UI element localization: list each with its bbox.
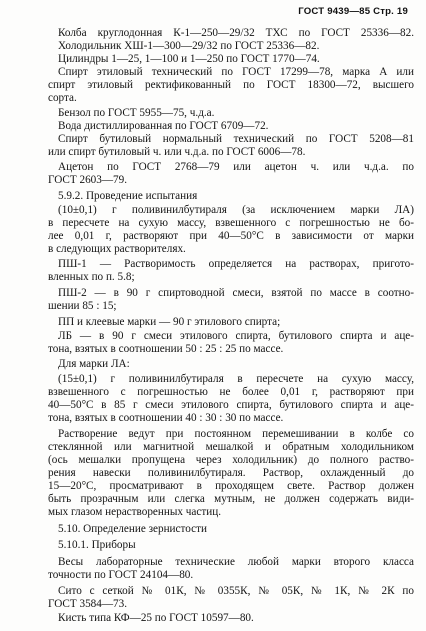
text-line: ГОСТ 3584—73. (48, 598, 128, 610)
text-line: Весы лабораторные технические любой марки второго класса (58, 556, 414, 568)
text-line: (10±0,1) г поливинилбутираля (за исключением марки ЛА) (58, 204, 414, 216)
text-line: ПП и клеевые марки — 90 г этилового спирта; (58, 316, 281, 328)
text-line: быть прозрачным или слегка мутным, не должен содержать види- (48, 493, 414, 505)
text-line: в пересчете на сухую массу, взвешенного с погрешностью не бо- (48, 217, 414, 229)
text-line: ЛБ — в 90 г смеси этилового спирта, бутилового спирта и аце- (58, 330, 414, 342)
text-line: Сито с сеткой № 01К, № 0355К, № 05К, № 1К, № 2К по (58, 585, 414, 597)
text-line: стеклянной или магнитной мешалкой и обратным холодильником (48, 441, 414, 453)
text-line: ПШ-2 — в 90 г спиртоводной смеси, взятой по массе в соотно- (58, 287, 414, 299)
text-line: лее 0,01 г, растворяют при 40—50°С в зависимости от марки (48, 230, 414, 242)
text-line: вленных по п. 5.8; (48, 271, 135, 283)
text-line: Спирт этиловый технический по ГОСТ 17299—78, марка А или (58, 66, 414, 78)
text-line: ГОСТ 2603—79. (48, 174, 128, 186)
text-line: (15±0,1) г поливинилбутираля в пересчете на сухую массу, (58, 373, 414, 385)
text-line: 15—20°С, просматривают в проходящем свете. Раствор должен (48, 480, 414, 492)
text-line: рения навески поливинилбутираля. Раствор, охлажденный до (48, 467, 414, 479)
text-line: тона, взятых в соотношении 40 : 30 : 30 по массе. (48, 412, 284, 424)
text-line: или спирт бутиловый ч. или ч.д.а. по ГОСТ 6006—78. (48, 146, 306, 158)
text-line: Для марки ЛА: (58, 358, 130, 370)
text-line: Холодильник ХШ-1—300—29/32 по ГОСТ 25336—82. (58, 40, 320, 52)
section-heading: 5.10. Определение зернистости (58, 523, 207, 535)
running-header: ГОСТ 9439—85 Стр. 19 (298, 6, 408, 17)
text-line: Спирт бутиловый нормальный технический по ГОСТ 5208—81 (58, 133, 414, 145)
text-line: Кисть типа КФ—25 по ГОСТ 10597—80. (58, 612, 254, 624)
text-line: взвешенного с погрешностью не более 0,01 г, растворяют при (48, 386, 414, 398)
text-line: Ацетон по ГОСТ 2768—79 или ацетон ч. или ч.д.а. по (58, 161, 414, 173)
section-heading: 5.9.2. Проведение испытания (58, 190, 198, 202)
text-line: в следующих растворителях. (48, 243, 186, 255)
text-line: мых глазом нерастворенных частиц. (48, 506, 221, 518)
text-line: Растворение ведут при постоянном перемешивании в колбе со (58, 428, 414, 440)
text-line: шении 85 : 15; (48, 300, 117, 312)
text-line: (ось мешалки пропущена через холодильник) до полного раство- (48, 454, 414, 466)
text-line: ПШ-1 — Растворимость определяется на растворах, пригото- (58, 258, 414, 270)
text-line: спирт этиловый ректификованный по ГОСТ 18300—72, высшего (48, 79, 414, 91)
subsection-heading: 5.10.1. Приборы (58, 539, 136, 551)
text-line: Колба круглодонная К-1—250—29/32 ТХС по ГОСТ 25336—82. (58, 27, 414, 39)
text-line: Цилиндры 1—25, 1—100 и 1—250 по ГОСТ 1770—74. (58, 53, 320, 65)
text-line: точности по ГОСТ 24104—80. (48, 569, 194, 581)
text-line: сорта. (48, 92, 77, 104)
text-line: Бензол по ГОСТ 5955—75, ч.д.а. (58, 107, 215, 119)
text-line: Вода дистиллированная по ГОСТ 6709—72. (58, 120, 269, 132)
text-line: 40—50°С в 85 г смеси этилового спирта, бутилового спирта и аце- (48, 399, 414, 411)
text-line: тона, взятых в соотношении 50 : 25 : 25 по массе. (48, 343, 284, 355)
